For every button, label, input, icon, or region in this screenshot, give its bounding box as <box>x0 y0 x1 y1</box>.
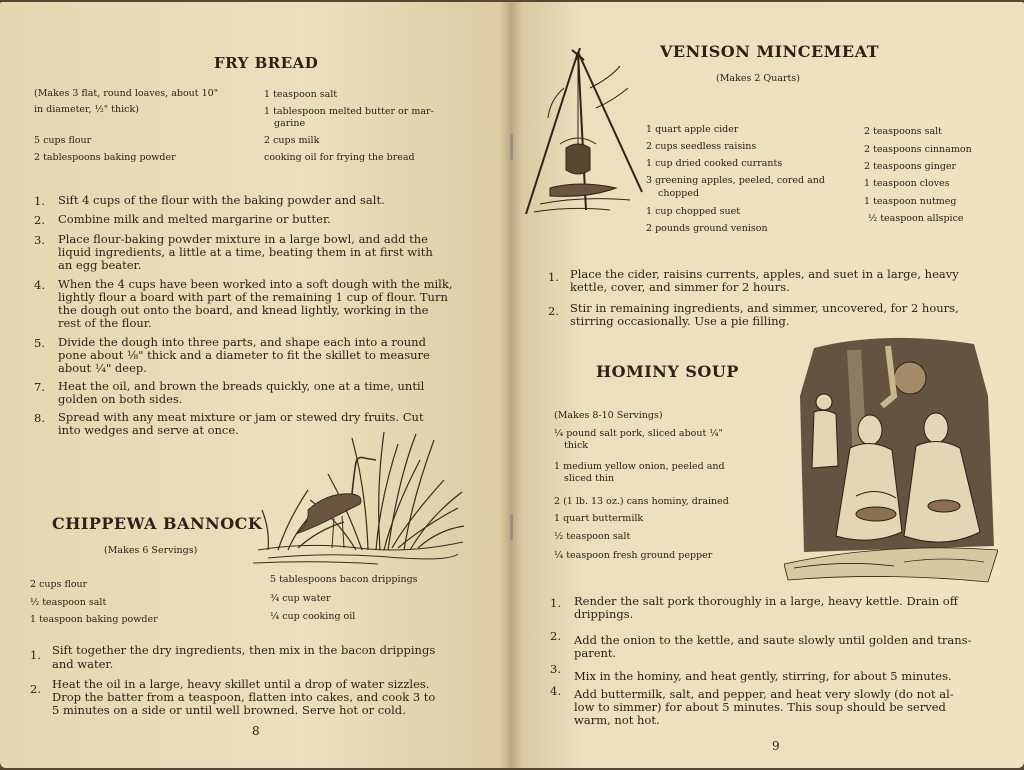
step-number: 1. <box>34 194 45 208</box>
step-number: 2. <box>548 304 559 318</box>
hominy-ingredient: ½ teaspoon salt <box>554 531 631 542</box>
step-text: Heat the oil, and brown the breads quickly, one at a time, until <box>58 379 425 393</box>
step-text: drippings. <box>574 607 634 621</box>
hominy-ingredient: sliced thin <box>564 473 615 484</box>
venison-ingredient: chopped <box>658 188 700 199</box>
step-text: Combine milk and melted margarine or butter. <box>58 212 331 226</box>
venison-ingredient: ½ teaspoon allspice <box>868 213 964 224</box>
step-number: 1. <box>550 596 561 610</box>
step-text: kettle, cover, and simmer for 2 hours. <box>570 280 790 294</box>
venison-ingredient: 2 cups seedless raisins <box>646 141 757 152</box>
step-number: 2. <box>30 682 41 696</box>
step-text: rest of the flour. <box>58 316 152 330</box>
step-text: the dough out onto the board, and knead lightly, working in the <box>58 303 429 317</box>
page-number-right: 9 <box>772 739 780 753</box>
step-text: Render the salt pork thoroughly in a large, heavy kettle. Drain off <box>574 594 958 608</box>
hominy-ingredient: 2 (1 lb. 13 oz.) cans hominy, drained <box>554 496 729 507</box>
step-number: 1. <box>548 270 559 284</box>
step-text: Heat the oil in a large, heavy skillet until a drop of water sizzles. <box>52 677 430 691</box>
women-cooking-illustration <box>784 336 998 586</box>
venison-ingredient: 2 teaspoons salt <box>864 126 942 137</box>
fry-bread-ingredient: cooking oil for frying the bread <box>264 152 415 163</box>
step-number: 5. <box>34 336 45 350</box>
step-number: 4. <box>550 684 561 698</box>
hominy-ingredient: 1 medium yellow onion, peeled and <box>554 461 725 472</box>
step-text: pone about ⅛" thick and a diameter to fit the skillet to measure <box>58 348 430 362</box>
fry-bread-ingredient: 1 teaspoon salt <box>264 89 338 100</box>
step-text: an egg beater. <box>58 258 142 272</box>
step-text: and water. <box>52 657 114 671</box>
step-text: Stir in remaining ingredients, and simmer, uncovered, for 2 hours, <box>570 301 959 315</box>
step-text: into wedges and serve at once. <box>58 423 239 437</box>
step-text: lightly flour a board with part of the remaining 1 cup of flour. Turn <box>58 290 448 304</box>
hominy-makes: (Makes 8-10 Servings) <box>554 410 663 421</box>
staple-top <box>510 134 513 160</box>
venison-ingredient: 1 teaspoon cloves <box>864 178 950 189</box>
left-page <box>0 2 510 768</box>
fry-bread-makes-line-2: in diameter, ½" thick) <box>34 104 139 115</box>
step-text: golden on both sides. <box>58 392 183 406</box>
venison-ingredient: 1 cup chopped suet <box>646 206 741 217</box>
step-text: warm, not hot. <box>574 713 660 727</box>
venison-ingredient: 2 teaspoons ginger <box>864 161 957 172</box>
bannock-makes: (Makes 6 Servings) <box>104 545 198 556</box>
venison-ingredient: 1 quart apple cider <box>646 124 739 135</box>
step-text: liquid ingredients, a little at a time, beating them in at first with <box>58 245 433 259</box>
bannock-ingredient: ¼ cup cooking oil <box>270 611 356 622</box>
fry-bread-ingredient: 1 tablespoon melted butter or mar- <box>264 106 434 117</box>
step-text: about ¼" deep. <box>58 361 147 375</box>
venison-ingredient: 3 greening apples, peeled, cored and <box>646 175 825 186</box>
step-text: Add the onion to the kettle, and saute slowly until golden and trans- <box>574 633 972 647</box>
step-text: Place flour-baking powder mixture in a large bowl, and add the <box>58 232 428 246</box>
hominy-ingredient: ¼ teaspoon fresh ground pepper <box>554 550 713 561</box>
step-number: 3. <box>34 233 45 247</box>
bannock-ingredient: ½ teaspoon salt <box>30 597 107 608</box>
fry-bread-title: FRY BREAD <box>214 54 319 72</box>
step-text: parent. <box>574 646 617 660</box>
step-number: 1. <box>30 648 41 662</box>
step-text: Mix in the hominy, and heat gently, stirring, for about 5 minutes. <box>574 669 952 683</box>
step-text: Sift together the dry ingredients, then mix in the bacon drippings <box>52 643 436 657</box>
bannock-ingredient: ¾ cup water <box>270 593 331 604</box>
step-text: Add buttermilk, salt, and pepper, and heat very slowly (do not al- <box>574 687 954 701</box>
step-number: 3. <box>550 662 561 676</box>
step-number: 2. <box>34 213 45 227</box>
bannock-ingredient: 5 tablespoons bacon drippings <box>270 574 418 585</box>
step-text: Sift 4 cups of the flour with the baking powder and salt. <box>58 193 385 207</box>
hominy-ingredient: ¼ pound salt pork, sliced about ¼" <box>554 428 723 439</box>
step-text: 5 minutes on a side or until well browned. Serve hot or cold. <box>52 703 406 717</box>
step-number: 2. <box>550 629 561 643</box>
bannock-ingredient: 2 cups flour <box>30 579 88 590</box>
hominy-title: HOMINY SOUP <box>596 362 739 381</box>
fry-bread-ingredient: 2 tablespoons baking powder <box>34 152 176 163</box>
venison-ingredient: 2 teaspoons cinnamon <box>864 144 972 155</box>
step-number: 4. <box>34 278 45 292</box>
bannock-ingredient: 1 teaspoon baking powder <box>30 614 158 625</box>
venison-ingredient: 1 cup dried cooked currants <box>646 158 783 169</box>
bird-in-reeds-illustration <box>248 430 470 570</box>
bannock-title: CHIPPEWA BANNOCK <box>52 514 263 533</box>
hominy-ingredient: thick <box>564 440 589 451</box>
fry-bread-ingredient: garine <box>274 118 306 129</box>
step-number: 7. <box>34 380 45 394</box>
step-text: Spread with any meat mixture or jam or stewed dry fruits. Cut <box>58 410 424 424</box>
tripod-kettle-illustration <box>520 48 646 218</box>
venison-makes: (Makes 2 Quarts) <box>716 73 800 84</box>
fry-bread-ingredient: 2 cups milk <box>264 135 320 146</box>
hominy-ingredient: 1 quart buttermilk <box>554 513 644 524</box>
fry-bread-ingredient: 5 cups flour <box>34 135 92 146</box>
step-text: Place the cider, raisins currents, apples, and suet in a large, heavy <box>570 267 959 281</box>
step-text: Divide the dough into three parts, and shape each into a round <box>58 335 426 349</box>
page-number-left: 8 <box>252 724 260 738</box>
right-page <box>510 2 1024 768</box>
step-text: When the 4 cups have been worked into a soft dough with the milk, <box>58 277 453 291</box>
staple-bottom <box>510 514 513 540</box>
venison-ingredient: 2 pounds ground venison <box>646 223 768 234</box>
step-text: Drop the batter from a teaspoon, flatten into cakes, and cook 3 to <box>52 690 436 704</box>
step-number: 8. <box>34 411 45 425</box>
step-text: stirring occasionally. Use a pie filling. <box>570 314 790 328</box>
venison-ingredient: 1 teaspoon nutmeg <box>864 196 957 207</box>
venison-title: VENISON MINCEMEAT <box>660 42 880 61</box>
fry-bread-makes-line-1: (Makes 3 flat, round loaves, about 10" <box>34 88 219 99</box>
step-text: low to simmer) for about 5 minutes. This soup should be served <box>574 700 946 714</box>
